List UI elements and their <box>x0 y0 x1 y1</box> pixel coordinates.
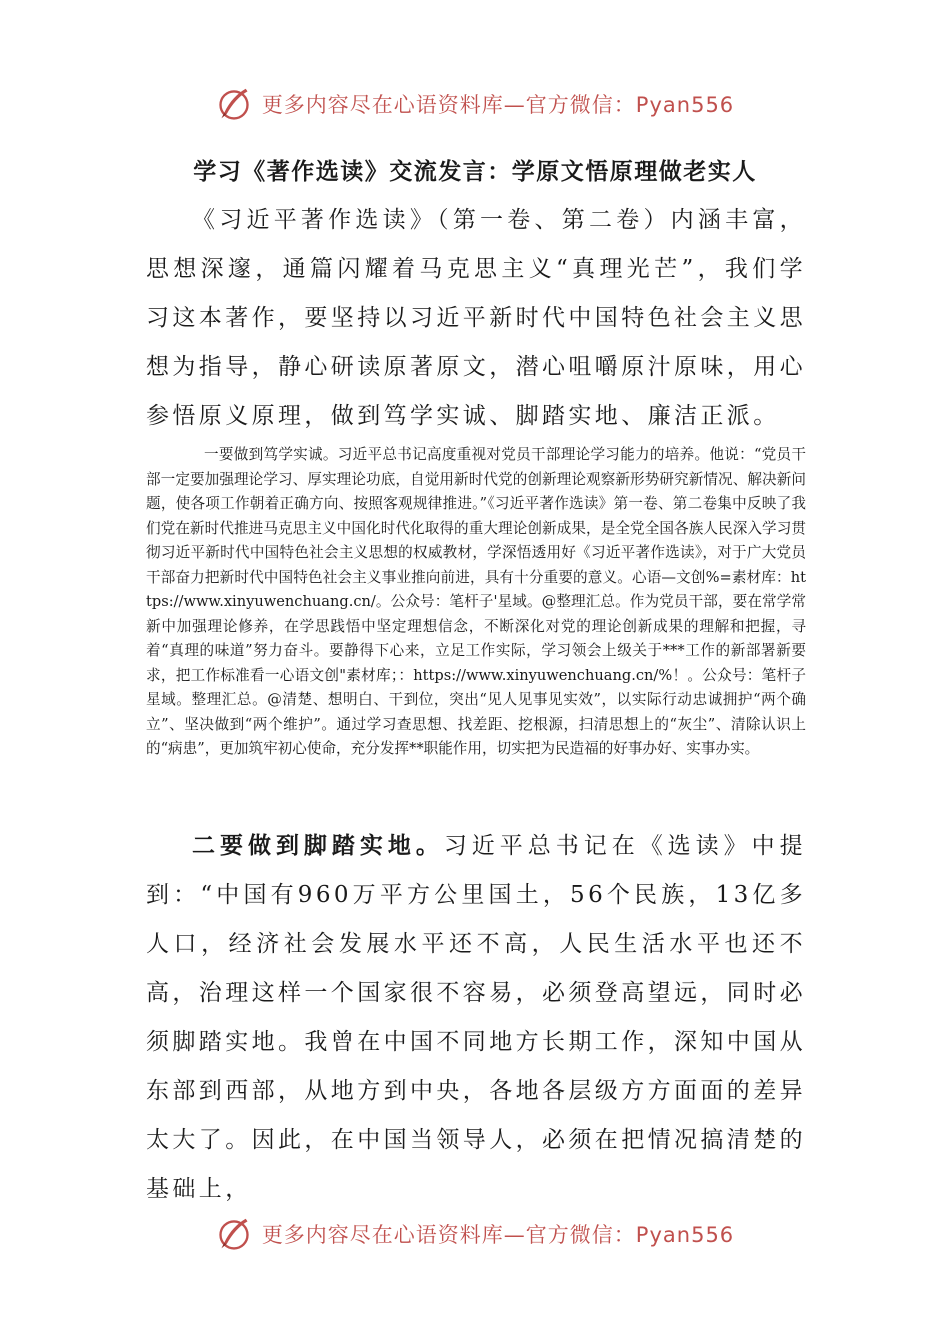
footer-watermark <box>0 1212 950 1256</box>
watermark-text: 更多内容尽在心语资料库—官方微信：Pyan556 <box>261 1223 735 1247</box>
page-title: 学习《著作选读》交流发言：学原文悟原理做老实人 <box>193 159 757 185</box>
section-two-body: 习近平总书记在《选读》中提到：“中国有960万平方公里国土，56个民族，13亿多人口，经济社会发展水平还不高，人民生活水平也还不高，治理这样一个国家很不容易，必须登高望远，同时必须脚踏实地。我曾在中国不同地方长期工作，深知中国从东部到西部，从地方到中央，各地各层级方方面面的差异太大了。因此，在中国当领导人，必须在把情况搞清楚的基础上， <box>146 833 806 1202</box>
header-watermark <box>0 82 950 126</box>
section-two-paragraph <box>146 822 806 1214</box>
intro-paragraph: 《习近平著作选读》（第一卷、第二卷）内涵丰富，思想深邃，通篇闪耀着马克思主义“真理光芒”，我们学习这本著作，要坚持以习近平新时代中国特色社会主义思想为指导，静心研读原著原文，潜心咀嚼原汁原味，用心参悟原义原理，做到笃学实诚、脚踏实地、廉洁正派。 <box>146 207 806 429</box>
section-two-lead: 二要做到脚踏实地。 <box>192 833 444 859</box>
quill-pen-logo-icon <box>216 86 252 122</box>
quill-pen-logo-icon <box>216 1216 252 1252</box>
section-one-paragraph: 一要做到笃学实诚。习近平总书记高度重视对党员干部理论学习能力的培养。他说：“党员干部一定要加强理论学习、厚实理论功底，自觉用新时代党的创新理论观察新形势研究新情况、解决新问题，使各项工作朝着正确方向、按照客观规律推进。”《习近平著作选读》第一卷、第二卷集中反映了我们党在新时代推进马克思主义中国化时代化取得的重大理论创新成果，是全党全国各族人民深入学习贯彻习近平新时代中国特色社会主义思想的权威教材，学深悟透用好《习近平著作选读》，对于广大党员干部奋力把新时代中国特色社会主义事业推向前进，具有十分重要的意义。心语—文创%=素材库：https://www.xinyuwenchuang.cn/。公众号：笔杆子'星域。@整理汇总。作为党员干部，要在常学常新中加强理论修养，在学思践悟中坚定理想信念，不断深化对党的理论创新成果的理解和把握，寻着“真理的味道”努力奋斗。要静得下心来，立足工作实际，学习领会上级关于***工作的新部署新要求，把工作标准看一心语文创"素材库；：https://www.xinyuwenchuang.cn/%！。公众号：笔杆子星域。整理汇总。@清楚、想明白、干到位，突出“见人见事见实效”，以实际行动忠诚拥护“两个确立”、坚决做到“两个维护”。通过学习查思想、找差距、挖根源，扫清思想上的“灰尘”、清除认识上的“病患”，更加筑牢初心使命，充分发挥**职能作用，切实把为民造福的好事办好、实事办实。 <box>146 446 806 757</box>
watermark-text: 更多内容尽在心语资料库—官方微信：Pyan556 <box>261 93 735 117</box>
